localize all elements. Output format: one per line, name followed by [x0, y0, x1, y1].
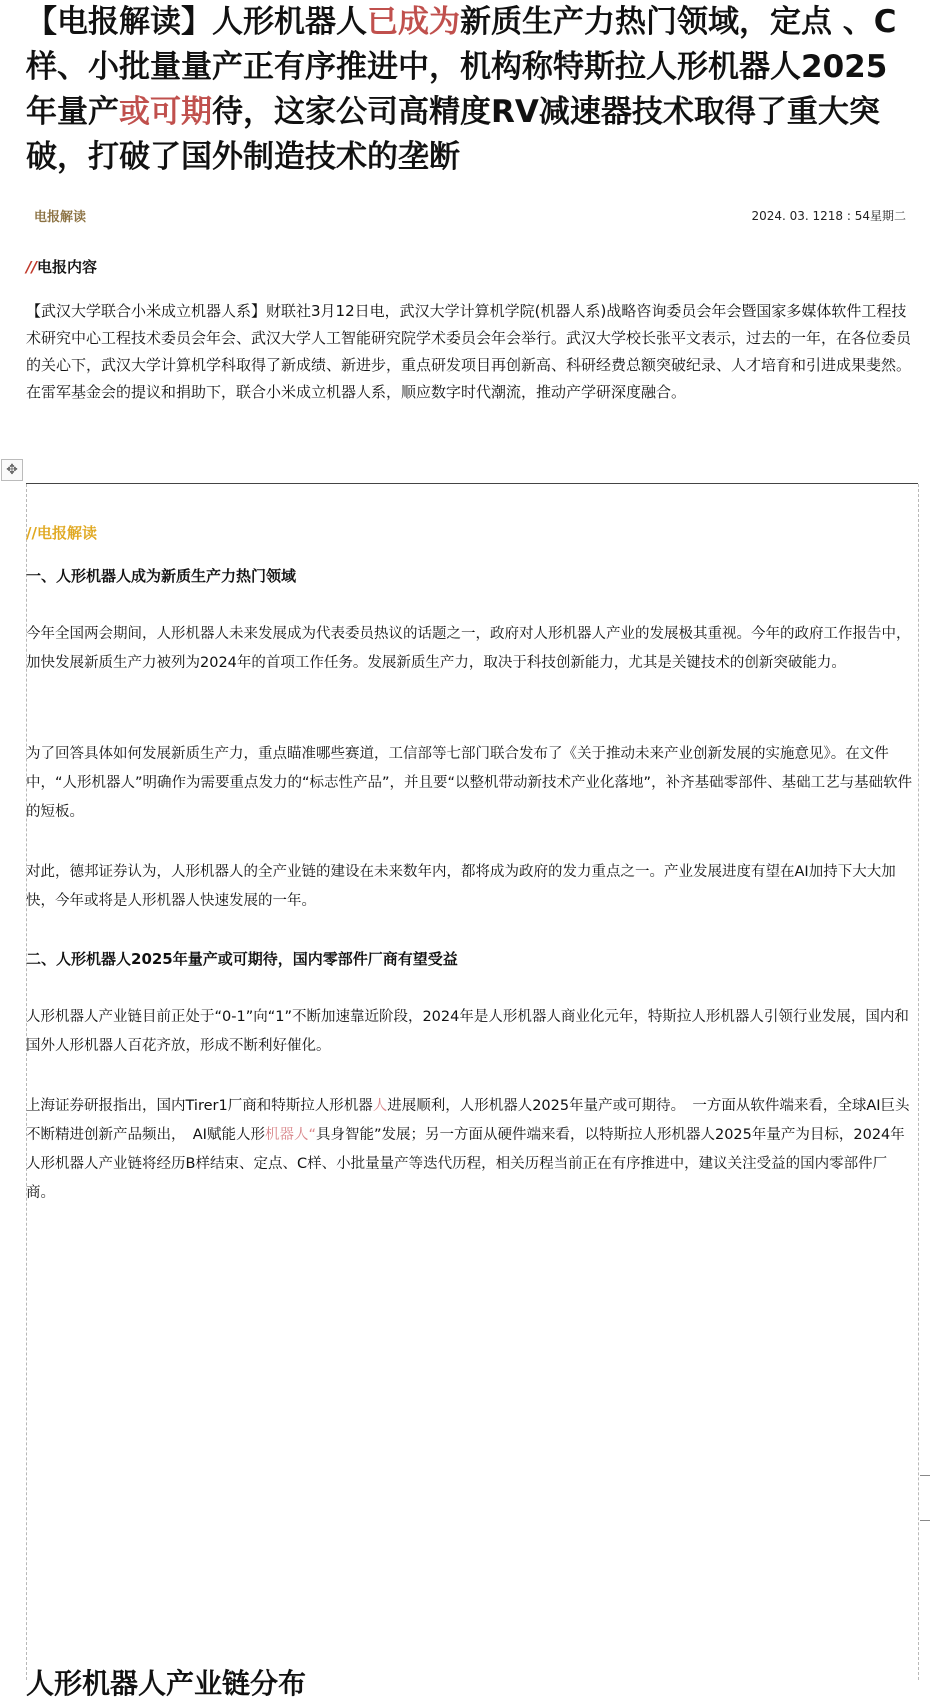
section-1-paragraph-1: 今年全国两会期间，人形机器人未来发展成为代表委员热议的话题之一，政府对人形机器人产业的发展极其重视。今年的政府工作报告中，加快发展新质生产力被列为2024年的首项工作任务。发展新质生产力，取决于科技创新能力，尤其是关键技术的创新突破能力。	[26, 626, 911, 671]
title-part-1: 【电报解读】人形机器人	[26, 4, 367, 40]
move-handle-icon[interactable]: ✥	[1, 459, 23, 481]
para-text: 上海证券研报指出，国内Tirer1厂商和特斯拉人形机器	[26, 1098, 373, 1114]
para-text: 进展顺利，人形机器人2025年量产或可期待。 一方面从软件端来看，全球AI巨头不断精进创新产品频出， AI赋能人形	[26, 1098, 910, 1143]
telegram-interpretation-heading: //电报解读	[26, 524, 97, 542]
scroll-edge-marker	[920, 1475, 930, 1476]
title-highlight-1: 已成为	[367, 4, 460, 40]
telegram-content-heading	[26, 256, 97, 277]
section-divider	[26, 483, 918, 484]
publish-timestamp: 2024. 03. 1218 : 54星期二	[751, 209, 906, 223]
para-text: 具身智能”发展；另一方面从硬件端来看，以特斯拉人形机器人2025年量产为目标，2024年人形机器人产业链将经历B样结束、定点、C样、小批量量产等迭代历程，相关历程当前正在有序推进中，建议关注受益的国内零部件厂商。	[26, 1127, 905, 1201]
section-1-heading: 一、人形机器人成为新质生产力热门领域	[26, 567, 297, 585]
heading-text: 电报内容	[36, 258, 97, 276]
title-part-2: 新质生产力热门领域，定点 、C样、小批量量产正有序推进中，机构称特斯拉人形机器人2025年量产	[26, 4, 897, 130]
table-border-right	[918, 484, 919, 1680]
title-highlight-2: 或可期	[119, 94, 212, 130]
category-label: 电报解读	[34, 210, 87, 225]
telegram-content-body: 【武汉大学联合小米成立机器人系】财联社3月12日电，武汉大学计算机学院(机器人系)战略咨询委员会年会暨国家多媒体软件工程技术研究中心工程技术委员会年会、武汉大学人工智能研究院学术委员会年会举行。武汉大学校长张平文表示，过去的一年，在各位委员的关心下，武汉大学计算机学科取得了新成绩、新进步，重点研发项目再创新高、科研经费总额突破纪录、人才培育和引进成果斐然。在雷军基金会的提议和捐助下，联合小米成立机器人系，顺应数字时代潮流，推动产学研深度融合。	[26, 302, 912, 401]
section-2-heading: 二、人形机器人2025年量产或可期待，国内零部件厂商有望受益	[26, 950, 458, 968]
para-highlight-text: 人	[372, 1098, 388, 1114]
section-1-paragraph-3: 对此，德邦证券认为，人形机器人的全产业链的建设在未来数年内，都将成为政府的发力重点之一。产业发展进度有望在AI加持下大大加快，今年或将是人形机器人快速发展的一年。	[26, 864, 896, 909]
article-title	[26, 0, 916, 180]
title-part-3: 待，这家公司高精度RV减速器技术取得了重大突破，打破了国外制造技术的垄断	[26, 94, 880, 175]
heading-slash-mark: //	[26, 258, 37, 276]
para-highlight-text: 机器人“	[264, 1127, 316, 1143]
industry-chain-heading: 人形机器人产业链分布	[26, 1667, 307, 1700]
section-1-paragraph-2: 为了回答具体如何发展新质生产力，重点瞄准哪些赛道，工信部等七部门联合发布了《关于推动未来产业创新发展的实施意见》。在文件中，“人形机器人”明确作为需要重点发力的“标志性产品”，并且要“以整机带动新技术产业化落地”，补齐基础零部件、基础工艺与基础软件的短板。	[26, 746, 913, 820]
section-2-paragraph-1: 人形机器人产业链目前正处于“0-1”向“1”不断加速靠近阶段，2024年是人形机器人商业化元年，特斯拉人形机器人引领行业发展，国内和国外人形机器人百花齐放，形成不断利好催化。	[26, 1009, 909, 1054]
scroll-edge-marker	[920, 1520, 930, 1521]
section-2-paragraph-2	[26, 1092, 916, 1208]
